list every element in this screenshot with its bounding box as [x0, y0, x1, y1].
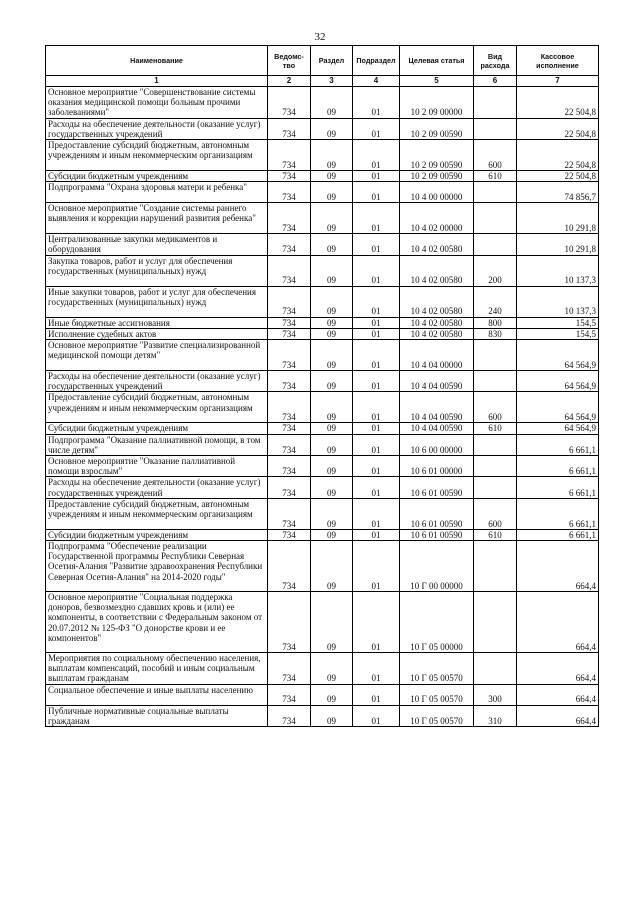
row-dept: 734 [268, 456, 311, 477]
table-row [46, 434, 599, 455]
row-dept: 734 [268, 423, 311, 434]
row-section: 09 [311, 371, 353, 392]
row-amount: 664,4 [517, 592, 599, 653]
table-body [46, 76, 599, 727]
row-target: 10 4 02 00580 [400, 328, 474, 339]
row-target: 10 2 09 00590 [400, 140, 474, 171]
table-row [46, 340, 599, 371]
table-row [46, 140, 599, 171]
row-target: 10 6 00 00000 [400, 434, 474, 455]
row-exp-type: 300 [474, 684, 517, 705]
row-dept: 734 [268, 705, 311, 726]
row-section: 09 [311, 87, 353, 119]
table-row [46, 529, 599, 540]
row-dept: 734 [268, 140, 311, 171]
row-section: 09 [311, 286, 353, 317]
row-target: 10 Г 05 00000 [400, 592, 474, 653]
row-exp-type: 600 [474, 140, 517, 171]
row-dept: 734 [268, 529, 311, 540]
row-dept: 734 [268, 182, 311, 203]
row-target: 10 6 01 00590 [400, 477, 474, 498]
row-name: Мероприятия по социальному обеспечению населения, выплатам компенсаций, пособий и иным социальным выплатам гражданам [46, 653, 268, 685]
row-section: 09 [311, 234, 353, 255]
row-subsection: 01 [353, 340, 400, 371]
row-subsection: 01 [353, 87, 400, 119]
row-subsection: 01 [353, 118, 400, 139]
row-amount: 64 564,9 [517, 371, 599, 392]
row-name: Основное мероприятие "Создание системы раннего выявления и коррекции нарушений развития ребенка" [46, 203, 268, 234]
row-amount: 10 137,3 [517, 255, 599, 286]
row-amount: 64 564,9 [517, 392, 599, 423]
table-row [46, 328, 599, 339]
row-amount: 6 661,1 [517, 498, 599, 529]
row-section: 09 [311, 434, 353, 455]
row-dept: 734 [268, 592, 311, 653]
column-number: 1 [46, 76, 268, 87]
row-subsection: 01 [353, 182, 400, 203]
row-exp-type [474, 592, 517, 653]
row-name: Предоставление субсидий бюджетным, автономным учреждениям и иным некоммерческим организациям [46, 498, 268, 529]
row-exp-type: 310 [474, 705, 517, 726]
row-name: Централизованные закупки медикаментов и оборудования [46, 234, 268, 255]
row-subsection: 01 [353, 140, 400, 171]
header-subsection: Подраздел [353, 46, 400, 76]
budget-table [45, 45, 599, 727]
table-row [46, 541, 599, 592]
row-target: 10 6 01 00590 [400, 529, 474, 540]
row-amount: 10 291,8 [517, 234, 599, 255]
row-amount: 6 661,1 [517, 456, 599, 477]
row-section: 09 [311, 529, 353, 540]
row-subsection: 01 [353, 234, 400, 255]
row-target: 10 4 04 00590 [400, 392, 474, 423]
table-row [46, 477, 599, 498]
row-exp-type [474, 118, 517, 139]
row-target: 10 4 00 00000 [400, 182, 474, 203]
row-name: Основное мероприятие "Социальная поддержка доноров, безвозмездно сдавших кровь и (или) ее компоненты, в соответствии с Федеральным законом от 20.07.2012 № 125-ФЗ "О донорстве крови и ее компонентов" [46, 592, 268, 653]
row-amount: 664,4 [517, 684, 599, 705]
row-subsection: 01 [353, 592, 400, 653]
row-name: Субсидии бюджетным учреждениям [46, 529, 268, 540]
row-dept: 734 [268, 255, 311, 286]
row-section: 09 [311, 255, 353, 286]
row-dept: 734 [268, 171, 311, 182]
row-target: 10 6 01 00590 [400, 498, 474, 529]
row-subsection: 01 [353, 317, 400, 328]
table-row [46, 203, 599, 234]
row-subsection: 01 [353, 434, 400, 455]
row-section: 09 [311, 171, 353, 182]
table-row [46, 87, 599, 119]
row-name: Подпрограмма "Обеспечение реализации Государственной программы Республики Северная Осетия-Алания "Развитие здравоохранения Республики Северная Осетия-Алания" на 2014-2020 годы" [46, 541, 268, 592]
row-subsection: 01 [353, 541, 400, 592]
row-target: 10 2 09 00590 [400, 118, 474, 139]
table-row [46, 234, 599, 255]
row-target: 10 6 01 00000 [400, 456, 474, 477]
row-subsection: 01 [353, 328, 400, 339]
row-exp-type [474, 541, 517, 592]
row-exp-type: 610 [474, 423, 517, 434]
row-target: 10 2 09 00590 [400, 171, 474, 182]
row-section: 09 [311, 423, 353, 434]
table-row [46, 118, 599, 139]
row-name: Закупка товаров, работ и услуг для обеспечения государственных (муниципальных) нужд [46, 255, 268, 286]
row-name: Субсидии бюджетным учреждениям [46, 423, 268, 434]
row-section: 09 [311, 140, 353, 171]
row-dept: 734 [268, 328, 311, 339]
row-name: Расходы на обеспечение деятельности (оказание услуг) государственных учреждений [46, 118, 268, 139]
row-exp-type: 830 [474, 328, 517, 339]
row-exp-type: 800 [474, 317, 517, 328]
row-dept: 734 [268, 118, 311, 139]
row-amount: 22 504,8 [517, 87, 599, 119]
row-subsection: 01 [353, 171, 400, 182]
row-name: Предоставление субсидий бюджетным, автономным учреждениям и иным некоммерческим организациям [46, 140, 268, 171]
row-dept: 734 [268, 340, 311, 371]
row-exp-type: 600 [474, 498, 517, 529]
row-section: 09 [311, 328, 353, 339]
row-exp-type: 240 [474, 286, 517, 317]
row-section: 09 [311, 653, 353, 685]
row-section: 09 [311, 684, 353, 705]
row-amount: 154,5 [517, 317, 599, 328]
row-target: 10 2 09 00000 [400, 87, 474, 119]
row-dept: 734 [268, 392, 311, 423]
row-dept: 734 [268, 87, 311, 119]
row-dept: 734 [268, 653, 311, 685]
row-name: Предоставление субсидий бюджетным, автономным учреждениям и иным некоммерческим организациям [46, 392, 268, 423]
column-number: 5 [400, 76, 474, 87]
row-amount: 22 504,8 [517, 140, 599, 171]
row-name: Основное мероприятие "Развитие специализированной медицинской помощи детям" [46, 340, 268, 371]
row-exp-type [474, 653, 517, 685]
table-row [46, 286, 599, 317]
row-amount: 664,4 [517, 705, 599, 726]
row-subsection: 01 [353, 423, 400, 434]
row-target: 10 Г 00 00000 [400, 541, 474, 592]
row-subsection: 01 [353, 498, 400, 529]
table-row [46, 171, 599, 182]
row-amount: 6 661,1 [517, 529, 599, 540]
table-row [46, 498, 599, 529]
row-target: 10 4 04 00590 [400, 371, 474, 392]
row-subsection: 01 [353, 203, 400, 234]
row-subsection: 01 [353, 255, 400, 286]
table-row [46, 705, 599, 726]
row-exp-type [474, 234, 517, 255]
column-number: 4 [353, 76, 400, 87]
row-section: 09 [311, 182, 353, 203]
header-amount: Кассовое исполнение [517, 46, 599, 76]
header-exp-type: Вид расхода [474, 46, 517, 76]
row-dept: 734 [268, 498, 311, 529]
row-exp-type: 200 [474, 255, 517, 286]
row-amount: 64 564,9 [517, 423, 599, 434]
row-amount: 22 504,8 [517, 118, 599, 139]
row-amount: 64 564,9 [517, 340, 599, 371]
row-amount: 10 291,8 [517, 203, 599, 234]
row-amount: 22 504,8 [517, 171, 599, 182]
row-exp-type: 610 [474, 171, 517, 182]
table-row [46, 592, 599, 653]
row-amount: 664,4 [517, 541, 599, 592]
row-name: Подпрограмма "Оказание паллиативной помощи, в том числе детям" [46, 434, 268, 455]
row-dept: 734 [268, 684, 311, 705]
row-dept: 734 [268, 317, 311, 328]
column-number-row [46, 76, 599, 87]
row-name: Публичные нормативные социальные выплаты гражданам [46, 705, 268, 726]
table-row [46, 456, 599, 477]
row-subsection: 01 [353, 392, 400, 423]
row-target: 10 4 02 00000 [400, 203, 474, 234]
row-exp-type [474, 87, 517, 119]
table-row [46, 255, 599, 286]
row-section: 09 [311, 392, 353, 423]
table-row [46, 392, 599, 423]
row-exp-type [474, 371, 517, 392]
row-dept: 734 [268, 541, 311, 592]
column-number: 6 [474, 76, 517, 87]
row-name: Иные закупки товаров, работ и услуг для обеспечения государственных (муниципальных) нужд [46, 286, 268, 317]
row-name: Исполнение судебных актов [46, 328, 268, 339]
row-amount: 6 661,1 [517, 477, 599, 498]
row-target: 10 Г 05 00570 [400, 705, 474, 726]
row-target: 10 4 02 00580 [400, 255, 474, 286]
row-subsection: 01 [353, 529, 400, 540]
column-number: 3 [311, 76, 353, 87]
row-dept: 734 [268, 203, 311, 234]
table-row [46, 317, 599, 328]
row-section: 09 [311, 317, 353, 328]
row-subsection: 01 [353, 286, 400, 317]
column-number: 7 [517, 76, 599, 87]
row-name: Социальное обеспечение и иные выплаты населению [46, 684, 268, 705]
row-name: Подпрограмма "Охрана здоровья матери и ребенка" [46, 182, 268, 203]
row-exp-type: 610 [474, 529, 517, 540]
row-target: 10 4 02 00580 [400, 286, 474, 317]
table-row [46, 653, 599, 685]
table-row [46, 182, 599, 203]
row-exp-type: 600 [474, 392, 517, 423]
row-section: 09 [311, 477, 353, 498]
row-section: 09 [311, 498, 353, 529]
row-name: Расходы на обеспечение деятельности (оказание услуг) государственных учреждений [46, 371, 268, 392]
row-subsection: 01 [353, 684, 400, 705]
row-name: Основное мероприятие "Совершенствование системы оказания медицинской помощи больным прочими заболеваниями" [46, 87, 268, 119]
row-name: Субсидии бюджетным учреждениям [46, 171, 268, 182]
table-header-row [46, 46, 599, 76]
row-exp-type [474, 340, 517, 371]
row-subsection: 01 [353, 371, 400, 392]
row-section: 09 [311, 118, 353, 139]
row-subsection: 01 [353, 456, 400, 477]
row-target: 10 Г 05 00570 [400, 653, 474, 685]
row-dept: 734 [268, 477, 311, 498]
header-name: Наименование [46, 46, 268, 76]
row-section: 09 [311, 592, 353, 653]
row-dept: 734 [268, 371, 311, 392]
table-row [46, 423, 599, 434]
row-section: 09 [311, 340, 353, 371]
row-target: 10 Г 05 00570 [400, 684, 474, 705]
row-name: Расходы на обеспечение деятельности (оказание услуг) государственных учреждений [46, 477, 268, 498]
row-amount: 664,4 [517, 653, 599, 685]
row-target: 10 4 04 00000 [400, 340, 474, 371]
header-target: Целевая статья [400, 46, 474, 76]
row-exp-type [474, 203, 517, 234]
table-row [46, 371, 599, 392]
table-row [46, 684, 599, 705]
row-subsection: 01 [353, 705, 400, 726]
row-amount: 10 137,3 [517, 286, 599, 317]
row-section: 09 [311, 541, 353, 592]
row-name: Основное мероприятие "Оказание паллиативной помощи взрослым" [46, 456, 268, 477]
row-section: 09 [311, 705, 353, 726]
column-number: 2 [268, 76, 311, 87]
row-subsection: 01 [353, 477, 400, 498]
row-amount: 6 661,1 [517, 434, 599, 455]
row-amount: 154,5 [517, 328, 599, 339]
header-dept: Ведомс-тво [268, 46, 311, 76]
row-exp-type [474, 434, 517, 455]
row-dept: 734 [268, 234, 311, 255]
row-subsection: 01 [353, 653, 400, 685]
row-amount: 74 856,7 [517, 182, 599, 203]
row-exp-type [474, 182, 517, 203]
header-section: Раздел [311, 46, 353, 76]
row-target: 10 4 02 00580 [400, 317, 474, 328]
page-number: 32 [314, 31, 326, 43]
row-section: 09 [311, 203, 353, 234]
row-target: 10 4 04 00590 [400, 423, 474, 434]
row-dept: 734 [268, 286, 311, 317]
row-target: 10 4 02 00580 [400, 234, 474, 255]
row-exp-type [474, 477, 517, 498]
row-section: 09 [311, 456, 353, 477]
row-name: Иные бюджетные ассигнования [46, 317, 268, 328]
row-dept: 734 [268, 434, 311, 455]
row-exp-type [474, 456, 517, 477]
